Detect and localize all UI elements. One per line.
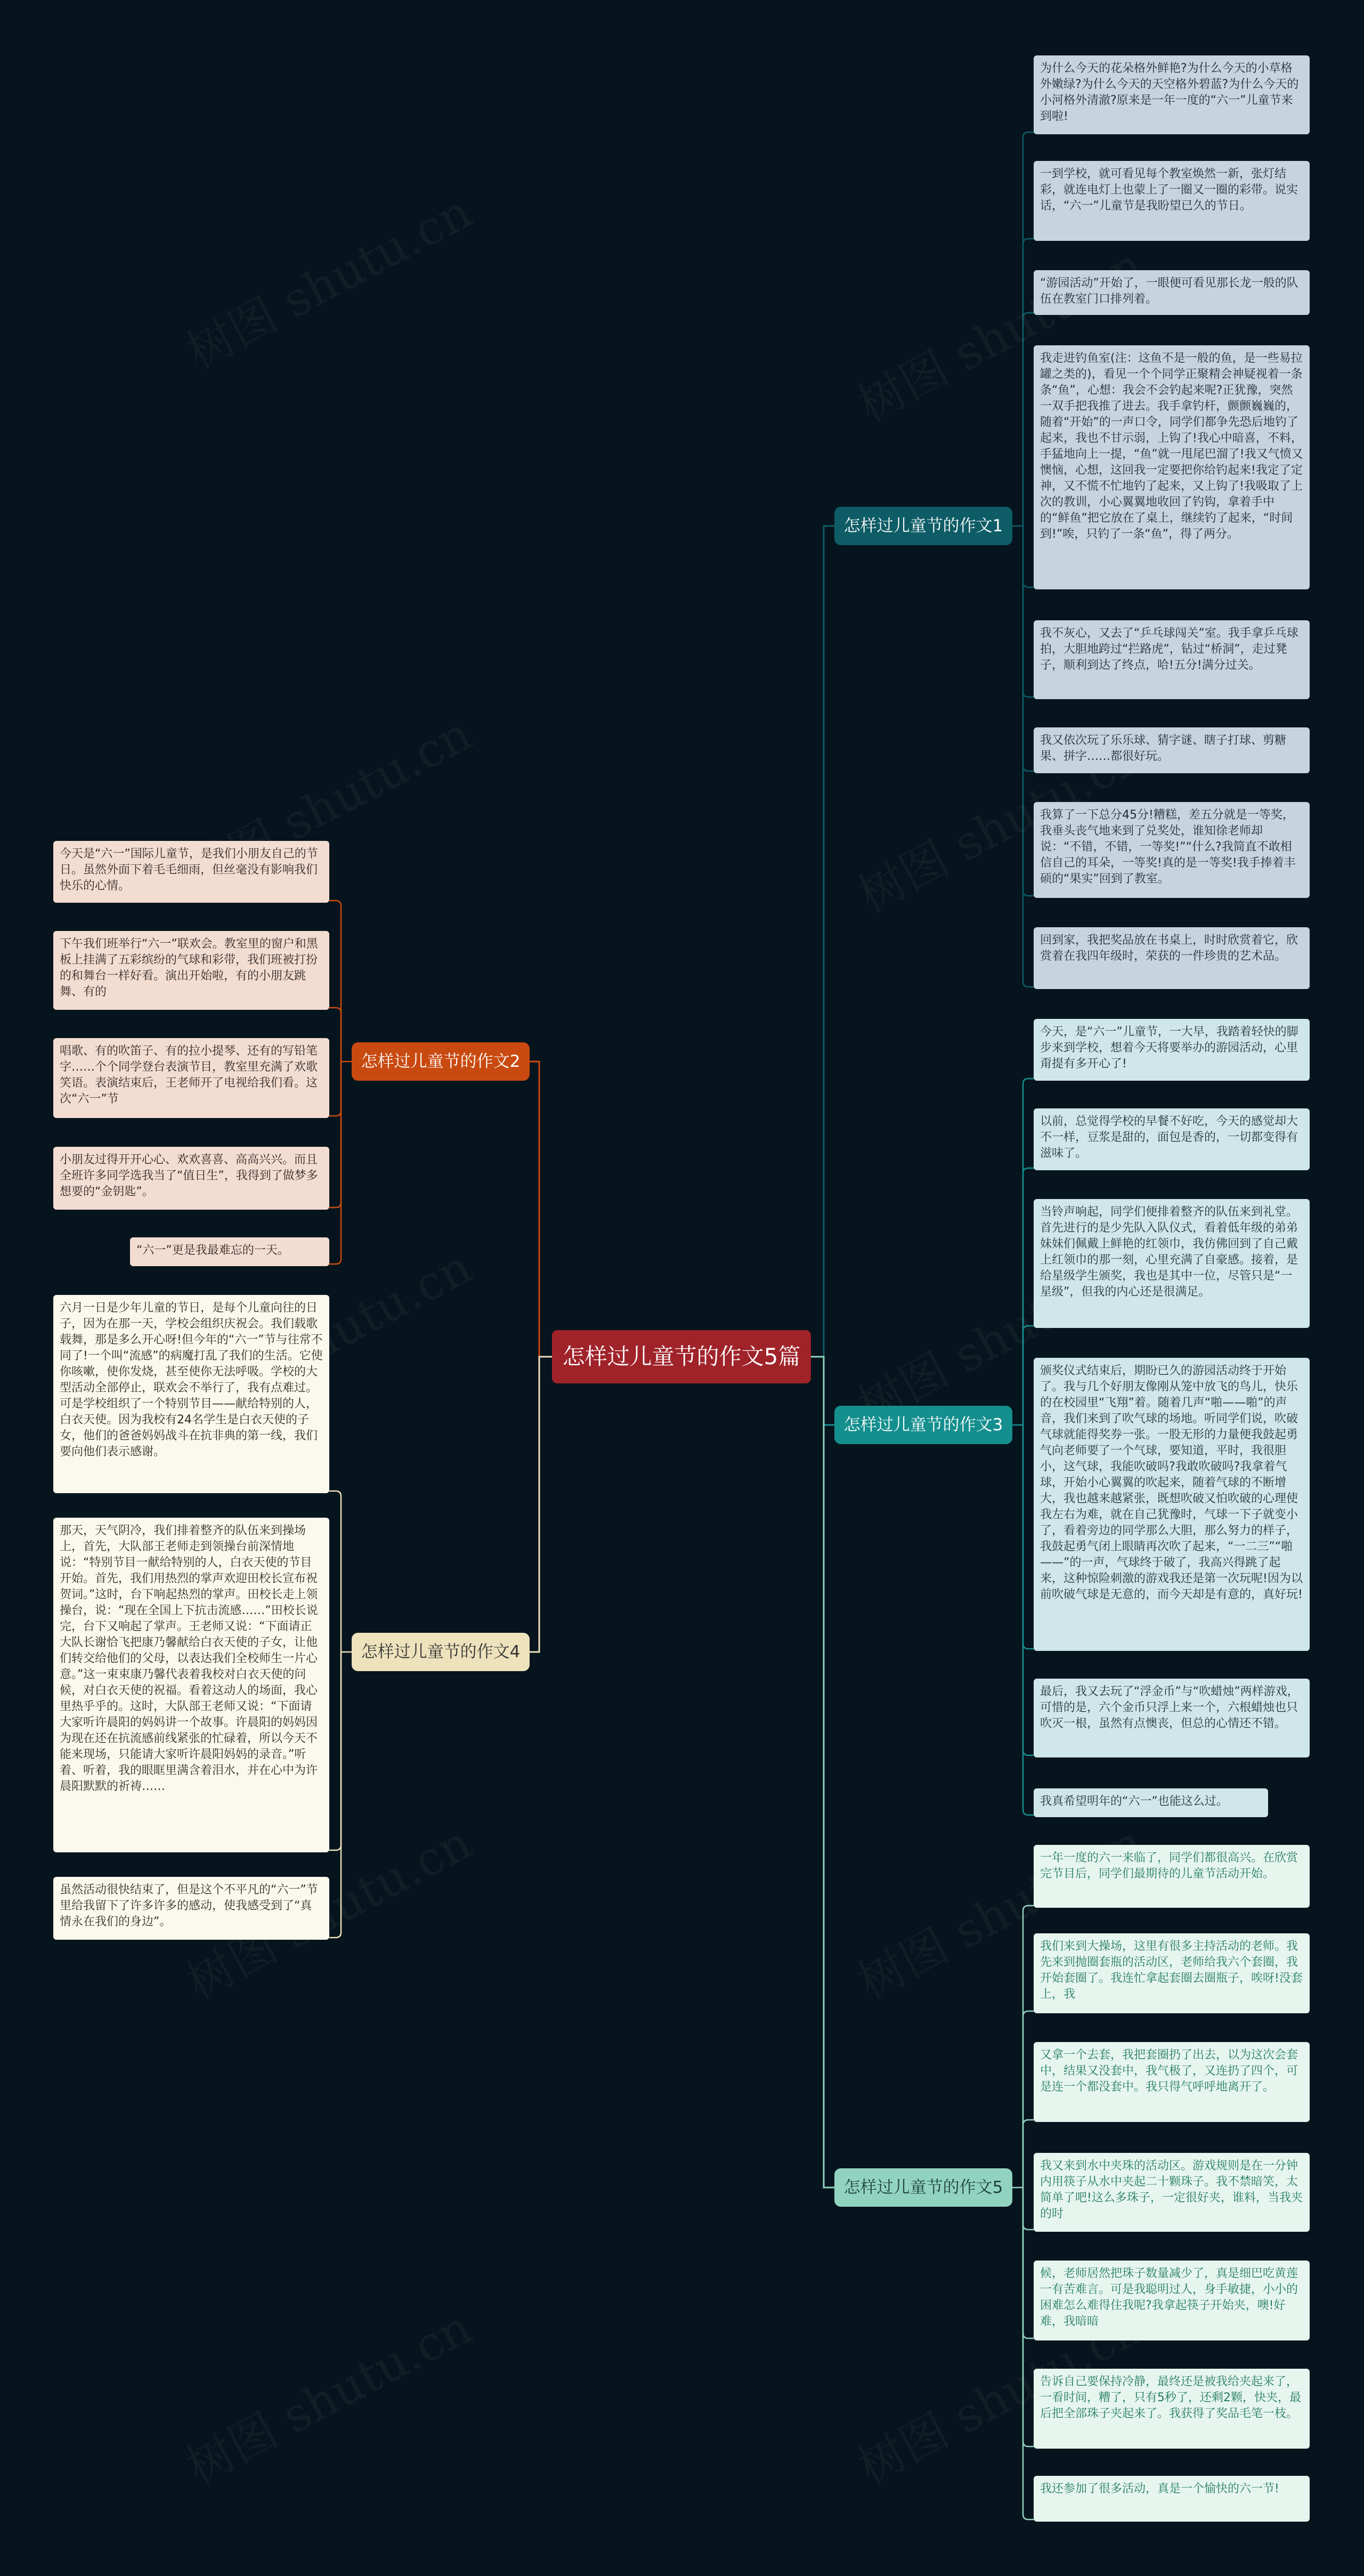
connector-line [811,1357,834,1425]
connector-line [811,1357,834,2188]
leaf-node[interactable]: 唱歌、有的吹笛子、有的拉小提琴、还有的写铅笔字……个个同学登台表演节目，教室里充满了欢歌笑语。表演结束后，王老师开了电视给我们看。这次“六一”节 [53,1038,329,1118]
leaf-node[interactable]: 我又来到水中夹珠的活动区。游戏规则是在一分钟内用筷子从水中夹起二十颗珠子。我不禁暗笑，太简单了吧!这么多珠子，一定很好夹，谁料，当我夹的时 [1034,2153,1310,2232]
connector-line [1023,526,1034,896]
connector-line [1023,526,1034,987]
leaf-node[interactable]: 当铃声响起，同学们便排着整齐的队伍来到礼堂。首先进行的是少先队入队仪式，看着低年级的弟弟妹妹们佩戴上鲜艳的红领巾，我仿佛回到了自己戴上红领巾的那一刻，心里充满了自豪感。接着，是给星级学生颁奖，我也是其中一位，尽管只是“一星级”，但我的内心还是很满足。 [1034,1199,1310,1328]
connector-line [1023,1425,1034,1649]
leaf-node[interactable]: 六月一日是少年儿童的节日，是每个儿童向往的日子，因为在那一天，学校会组织庆祝会。我们载歌载舞，那是多么开心呀!但今年的“六一”节与往常不同了!一个叫“流感”的病魔打乱了我们的生活。它使你咳嗽，使你发烧，甚至使你无法呼吸。学校的大型活动全部停止，联欢会不举行了，我有点难过。可是学校组织了一个特别节目——献给特别的人，白衣天使。因为我校有24名学生是白衣天使的子女，他们的爸爸妈妈战斗在抗非典的第一线，我们要向他们表示感谢。 [53,1295,329,1493]
connector-line [530,1357,552,1652]
leaf-node[interactable]: 虽然活动很快结束了，但是这个不平凡的“六一”节里给我留下了许多许多的感动，使我感受到了“真情永在我们的身边”。 [53,1877,329,1940]
connector-line [329,1491,341,1652]
leaf-node[interactable]: 我又依次玩了乐乐球、猜字谜、瞎子打球、剪糖果、拼字……都很好玩。 [1034,727,1310,773]
leaf-node[interactable]: 下午我们班举行“六一”联欢会。教室里的窗户和黑板上挂满了五彩缤纷的气球和彩带，我们班被打扮的和舞台一样好看。演出开始啦，有的小朋友跳舞、有的 [53,931,329,1010]
connector-line [1023,132,1034,526]
branch-essay-2[interactable]: 怎样过儿童节的作文2 [352,1042,530,1081]
connector-line [329,1062,341,1208]
leaf-node[interactable]: 告诉自己要保持冷静，最终还是被我给夹起来了，一看时间，糟了，只有5秒了，还剩2颗，快夹，最后把全部珠子夹起来了。我获得了奖品毛笔一枝。 [1034,2369,1310,2449]
connector-line [329,1008,341,1062]
connector-line [1023,1906,1034,2188]
connector-line [1023,313,1034,526]
connector-line [329,901,341,1062]
connector-line [1023,2188,1034,2230]
leaf-node[interactable]: 那天，天气阴冷，我们排着整齐的队伍来到操场上，首先，大队部王老师走到领操台前深情地说：“特别节目一献给特别的人，白衣天使的节目开始。首先，我们用热烈的掌声欢迎田校长宣布祝贺词。”这时，台下响起热烈的掌声。田校长走上领操台，说：“现在全国上下抗击流感……”田校长说完，台下又响起了掌声。王老师又说：“下面请正大队长谢恰飞把康乃馨献给白衣天使的子女，让他们转交给他们的父母，以表达我们全校师生一片心意。”这一束束康乃馨代表着我校对白衣天使的问候，对白衣天使的祝福。看着这动人的场面，我心里热乎乎的。这时，大队部王老师又说：“下面请大家听许晨阳的妈妈讲一个故事。许晨阳的妈妈因为现在还在抗流感前线紧张的忙碌着，所以今天不能来现场，只能请大家听许晨阳妈妈的录音。”听着、听着，我的眼眶里满含着泪水，并在心中为许晨阳默默的祈祷…… [53,1518,329,1852]
root-topic[interactable]: 怎样过儿童节的作文5篇 [552,1330,811,1383]
connector-line [1023,526,1034,771]
leaf-node[interactable]: 我们来到大操场，这里有很多主持活动的老师。我先来到抛圈套瓶的活动区，老师给我六个套圈，我开始套圈了。我连忙拿起套圈去圈瓶子，唉呀!没套上，我 [1034,1933,1310,2013]
connector-line [329,1062,341,1264]
leaf-node[interactable]: 今天是“六一”国际儿童节，是我们小朋友自己的节日。虽然外面下着毛毛细雨，但丝毫没有影响我们快乐的心情。 [53,841,329,903]
leaf-node[interactable]: 我还参加了很多活动，真是一个愉快的六一节! [1034,2476,1310,2522]
connector-line [329,1652,341,1938]
connector-line [811,526,834,1357]
connector-line [1023,239,1034,526]
branch-essay-3[interactable]: 怎样过儿童节的作文3 [834,1406,1012,1444]
leaf-node[interactable]: 我不灰心，又去了“乒乓球闯关”室。我手拿乒乓球拍，大胆地跨过“拦路虎”，钻过“桥洞”，走过凳子，顺利到达了终点，哈!五分!满分过关。 [1034,620,1310,699]
leaf-node[interactable]: “六一”更是我最难忘的一天。 [130,1237,329,1266]
leaf-node[interactable]: 今天，是“六一”儿童节，一大早，我踏着轻快的脚步来到学校，想着今天将要举办的游园活动，心里甭提有多开心了! [1034,1019,1310,1081]
connector-line [1023,1079,1034,1425]
branch-essay-1[interactable]: 怎样过儿童节的作文1 [834,507,1012,545]
branch-essay-4[interactable]: 怎样过儿童节的作文4 [352,1633,530,1671]
connector-line [329,1062,341,1116]
leaf-node[interactable]: 颁奖仪式结束后，期盼已久的游园活动终于开始了。我与几个好朋友像刚从笼中放飞的鸟儿，快乐的在校园里“飞翔”着。随着几声“啪——啪”的声音，我们来到了吹气球的场地。听同学们说，吹破气球就能得奖券一张。一股无形的力量便我鼓起勇气向老师要了一个气球，要知道，平时，我很胆小，这气球，我能吹破吗?我敢吹破吗?我拿着气球，开始小心翼翼的吹起来，随着气球的不断增大，我也越来越紧张，既想吹破又怕吹破的心理使我左右为难，就在自己犹豫时，气球一下子就变小了，看着旁边的同学那么大胆，那么努力的样子，我鼓起勇气闭上眼睛再次吹了起来，“一二三”“啪——”的一声，气球终于破了，我高兴得跳了起来，这种惊险刺激的游戏我还是第一次玩呢!因为以前吹破气球是无意的，而今天却是有意的，真好玩! [1034,1358,1310,1651]
leaf-node[interactable]: 回到家，我把奖品放在书桌上，时时欣赏着它，欣赏着在我四年级时，荣获的一件珍贵的艺术品。 [1034,927,1310,989]
connector-line [1023,2188,1034,2520]
leaf-node[interactable]: 又拿一个去套，我把套圈扔了出去，以为这次会套中，结果又没套中，我气极了，又连扔了四个，可是连一个都没套中。我只得气呼呼地离开了。 [1034,2042,1310,2122]
leaf-node[interactable]: “游园活动”开始了，一眼便可看见那长龙一般的队伍在教室门口排列着。 [1034,270,1310,315]
leaf-node[interactable]: 我走进钓鱼室(注：这鱼不是一般的鱼，是一些易拉罐之类的)，看见一个个同学正聚精会神疑视着一条条“鱼”，心想：我会不会钓起来呢?正犹豫，突然一双手把我推了进去。我手拿钓杆，颤颤巍巍的，随着“开始”的一声口令，同学们都争先恐后地钓了起来，我也不甘示弱，上钩了!我心中暗喜，不料，手猛地向上一提，“鱼”就一甩尾巴溜了!我又气愤又懊恼，心想，这回我一定要把你给钓起来!我定了定神，又不慌不忙地钓了起来，又上钩了!我吸取了上次的教训，小心翼翼地收回了钓钩，拿着手中的“鲜鱼”把它放在了桌上，继续钓了起来，“时间到!”唉，只钓了一条“鱼”，得了两分。 [1034,345,1310,589]
connector-line [329,1652,341,1850]
leaf-node[interactable]: 为什么今天的花朵格外鲜艳?为什么今天的小草格外嫩绿?为什么今天的天空格外碧蓝?为什么今天的小河格外清澈?原来是一年一度的“六一”儿童节来到啦! [1034,55,1310,134]
leaf-node[interactable]: 一到学校，就可看见每个教室焕然一新，张灯结彩，就连电灯上也蒙上了一圈又一圈的彩带。说实话，“六一”儿童节是我盼望已久的节日。 [1034,161,1310,241]
connector-line [1023,2120,1034,2188]
leaf-node[interactable]: 以前，总觉得学校的早餐不好吃，今天的感觉却大不一样，豆浆是甜的，面包是香的，一切都变得有滋味了。 [1034,1108,1310,1170]
leaf-node[interactable]: 最后，我又去玩了“浮金币”与“吹蜡烛”两样游戏，可惜的是，六个金币只浮上来一个，六根蜡烛也只吹灭一根，虽然有点懊丧，但总的心情还不错。 [1034,1679,1310,1757]
leaf-node[interactable]: 一年一度的六一来临了，同学们都很高兴。在欣赏完节目后，同学们最期待的儿童节活动开始。 [1034,1845,1310,1908]
connector-line [1023,2011,1034,2188]
leaf-node[interactable]: 候，老师居然把珠子数量减少了，真是细巴吃黄莲一有苦难言。可是我聪明过人，身手敏捷，小小的困难怎么难得住我呢?我拿起筷子开始夹，噢!好难，我暗暗 [1034,2261,1310,2340]
connector-line [1023,1425,1034,1755]
connector-line [1023,1425,1034,1815]
connector-line [530,1062,552,1357]
leaf-node[interactable]: 小朋友过得开开心心、欢欢喜喜、高高兴兴。而且全班许多同学选我当了“值日生”，我得到了做梦多想要的“金钥匙”。 [53,1147,329,1210]
connector-line [1023,526,1034,587]
connector-line [1023,526,1034,697]
branch-essay-5[interactable]: 怎样过儿童节的作文5 [834,2168,1012,2207]
connector-line [1023,2188,1034,2447]
connector-line [1023,1168,1034,1425]
connector-line [1023,1326,1034,1425]
leaf-node[interactable]: 我算了一下总分45分!糟糕，差五分就是一等奖，我垂头丧气地来到了兑奖处，谁知徐老师却说：“不错，不错，一等奖!”“什么?我简直不敢相信自己的耳朵，一等奖!真的是一等奖!我手捧着丰硕的“果实”回到了教室。 [1034,802,1310,898]
connector-line [1023,2188,1034,2338]
leaf-node[interactable]: 我真希望明年的“六一”也能这么过。 [1034,1788,1268,1817]
